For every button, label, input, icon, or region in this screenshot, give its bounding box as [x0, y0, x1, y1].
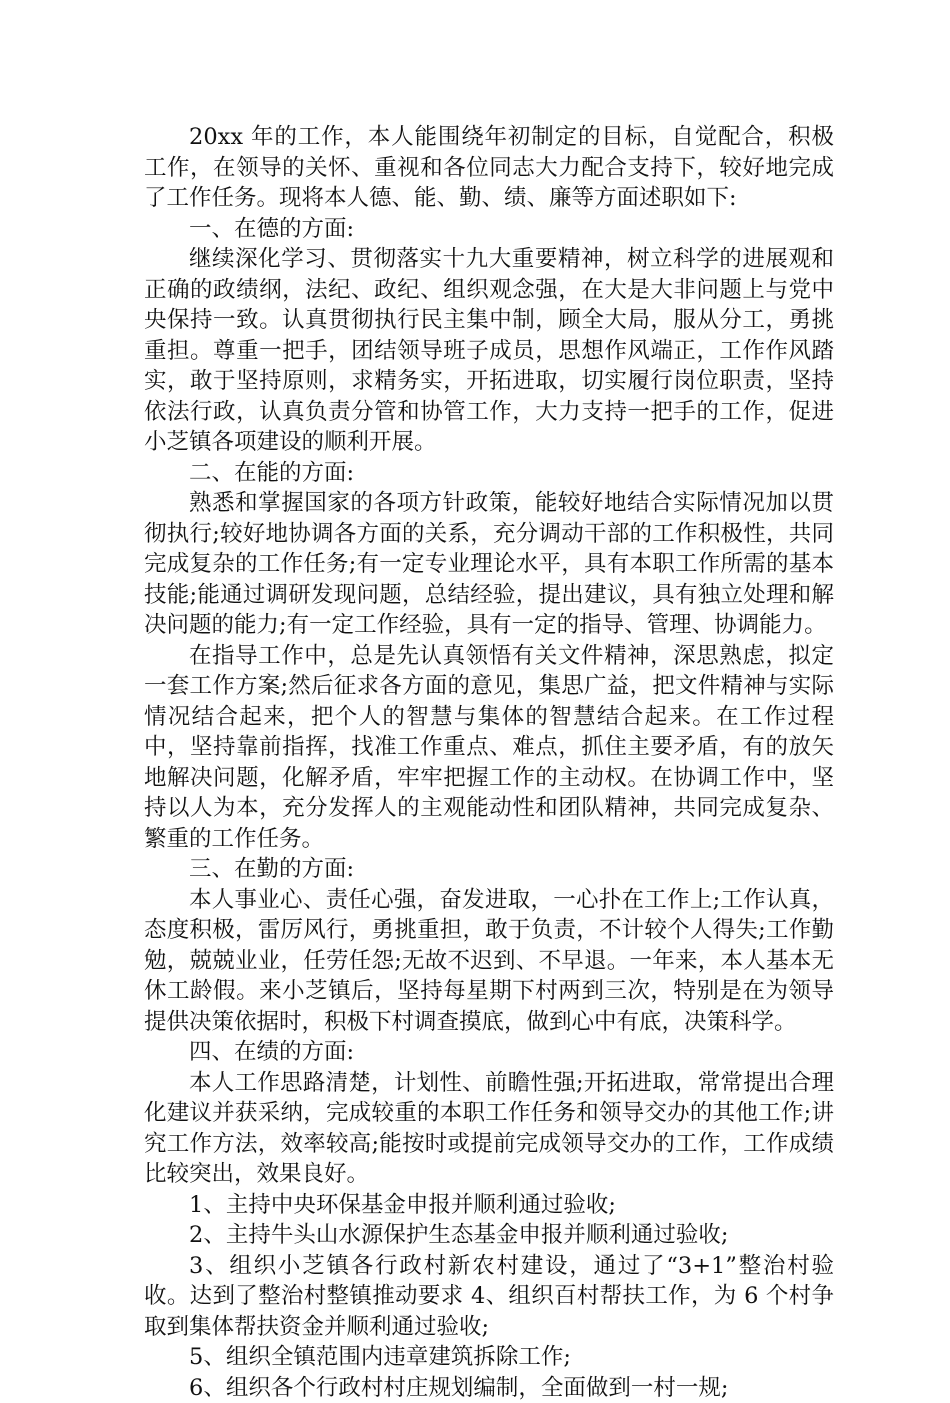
section-heading-performance: 四、在绩的方面: [144, 1037, 834, 1068]
section-heading-diligence: 三、在勤的方面: [144, 854, 834, 885]
diligence-paragraph: 本人事业心、责任心强，奋发进取，一心扑在工作上;工作认真，态度积极，雷厉风行，勇挑重担，敢于负责，不计较个人得失;工作勤勉，兢兢业业，任劳任怨;无故不迟到、不早退。一年来，本人基本无休工龄假。来小芝镇后，坚持每星期下村两到三次，特别是在为领导提供决策依据时，积极下村调查摸底，做到心中有底，决策科学。 [144, 885, 834, 1038]
document-body [144, 122, 834, 1403]
list-item: 2、主持牛头山水源保护生态基金申报并顺利通过验收; [144, 1220, 834, 1251]
ability-paragraph: 熟悉和掌握国家的各项方针政策，能较好地结合实际情况加以贯彻执行;较好地协调各方面的关系，充分调动干部的工作积极性，共同完成复杂的工作任务;有一定专业理论水平，具有本职工作所需的基本技能;能通过调研发现问题，总结经验，提出建议，具有独立处理和解决问题的能力;有一定工作经验，具有一定的指导、管理、协调能力。 [144, 488, 834, 641]
list-item: 5、组织全镇范围内违章建筑拆除工作; [144, 1342, 834, 1373]
intro-paragraph: 20xx 年的工作，本人能围绕年初制定的目标，自觉配合，积极工作，在领导的关怀、重视和各位同志大力配合支持下，较好地完成了工作任务。现将本人德、能、勤、绩、廉等方面述职如下: [144, 122, 834, 214]
section-heading-ability: 二、在能的方面: [144, 458, 834, 489]
morality-paragraph: 继续深化学习、贯彻落实十九大重要精神，树立科学的进展观和正确的政绩纲，法纪、政纪、组织观念强，在大是大非问题上与党中央保持一致。认真贯彻执行民主集中制，顾全大局，服从分工，勇挑重担。尊重一把手，团结领导班子成员，思想作风端正，工作作风踏实，敢于坚持原则，求精务实，开拓进取，切实履行岗位职责，坚持依法行政，认真负责分管和协管工作，大力支持一把手的工作，促进小芝镇各项建设的顺利开展。 [144, 244, 834, 458]
performance-paragraph: 本人工作思路清楚，计划性、前瞻性强;开拓进取，常常提出合理化建议并获采纳，完成较重的本职工作任务和领导交办的其他工作;讲究工作方法，效率较高;能按时或提前完成领导交办的工作，工作成绩比较突出，效果良好。 [144, 1068, 834, 1190]
list-item: 6、组织各个行政村村庄规划编制，全面做到一村一规; [144, 1373, 834, 1403]
guidance-paragraph: 在指导工作中，总是先认真领悟有关文件精神，深思熟虑，拟定一套工作方案;然后征求各方面的意见，集思广益，把文件精神与实际情况结合起来，把个人的智慧与集体的智慧结合起来。在工作过程中，坚持靠前指挥，找准工作重点、难点，抓住主要矛盾，有的放矢地解决问题，化解矛盾，牢牢把握工作的主动权。在协调工作中，坚持以人为本，充分发挥人的主观能动性和团队精神，共同完成复杂、繁重的工作任务。 [144, 641, 834, 855]
list-item: 3、组织小芝镇各行政村新农村建设，通过了“3+1”整治村验收。达到了整治村整镇推动要求 4、组织百村帮扶工作，为 6 个村争取到集体帮扶资金并顺利通过验收; [144, 1251, 834, 1343]
list-item: 1、主持中央环保基金申报并顺利通过验收; [144, 1190, 834, 1221]
section-heading-morality: 一、在德的方面: [144, 214, 834, 245]
